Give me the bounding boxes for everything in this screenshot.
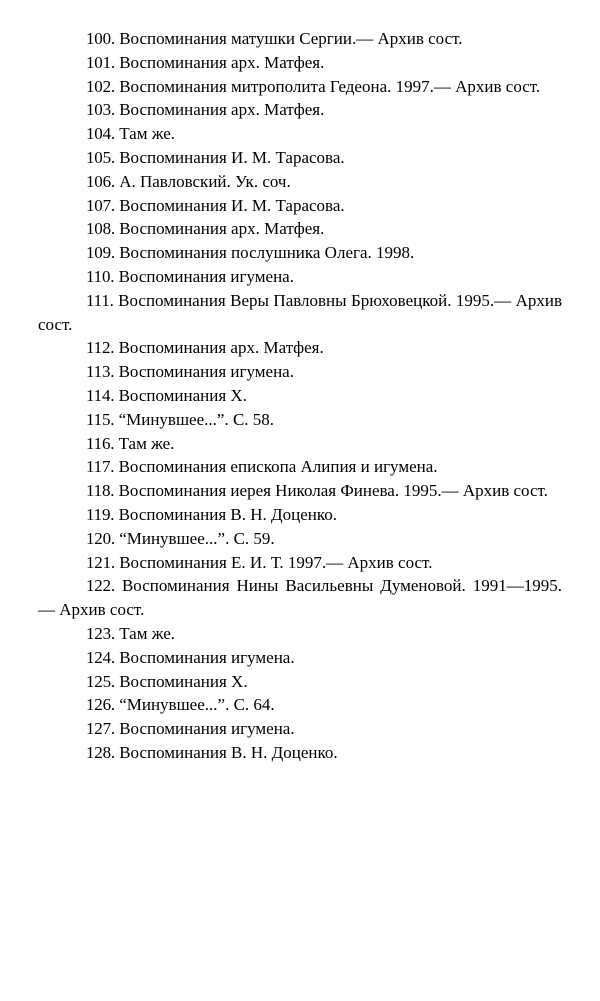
endnote-item <box>38 527 562 551</box>
endnote-item <box>38 455 562 479</box>
endnote-text: Воспоминания митрополита Гедеона. 1997.— Архив сост. <box>119 76 541 96</box>
endnote-text: Воспоминания иерея Николая Финева. 1995.— Архив сост. <box>118 481 548 501</box>
endnote-item <box>38 741 562 765</box>
endnote-text: Воспоминания игумена. <box>118 362 294 382</box>
endnote-number: 107. <box>86 195 115 215</box>
endnote-text: Воспоминания В. Н. Доценко. <box>118 504 338 524</box>
endnote-text: Воспоминания арх. Матфея. <box>118 338 324 358</box>
endnote-item <box>38 217 562 241</box>
endnote-item <box>38 75 562 99</box>
endnote-text: Воспоминания В. Н. Доценко. <box>119 742 338 762</box>
endnote-text: Воспоминания Нины Васильевны Думеновой. 1991—1995.— Архив сост. <box>38 576 562 620</box>
endnote-item <box>38 51 562 75</box>
endnote-item <box>38 241 562 265</box>
endnote-text: Там же. <box>119 623 176 643</box>
endnote-text: Воспоминания игумена. <box>119 647 295 667</box>
endnote-item <box>38 98 562 122</box>
endnote-text: “Минувшее...”. С. 59. <box>119 528 275 548</box>
endnote-item <box>38 503 562 527</box>
endnote-text: “Минувшее...”. С. 58. <box>118 409 275 429</box>
endnote-item <box>38 384 562 408</box>
endnote-item <box>38 27 562 51</box>
endnote-item <box>38 646 562 670</box>
endnote-text: Воспоминания И. М. Тарасова. <box>119 195 345 215</box>
endnote-text: Воспоминания матушки Сергии.— Архив сост. <box>119 29 463 48</box>
endnote-text: “Минувшее...”. С. 64. <box>119 695 275 715</box>
endnote-number: 109. <box>86 243 115 263</box>
endnote-item <box>38 622 562 646</box>
endnote-item <box>38 146 562 170</box>
endnote-item <box>38 432 562 456</box>
endnote-item <box>38 265 562 289</box>
endnote-text: Воспоминания епископа Алипия и игумена. <box>118 457 438 477</box>
endnote-number: 110. <box>86 266 115 286</box>
endnote-item <box>38 336 562 360</box>
endnote-number: 118. <box>86 481 115 501</box>
endnote-number: 111. <box>86 290 114 310</box>
endnote-item <box>38 289 562 337</box>
endnote-text: Воспоминания арх. Матфея. <box>119 100 325 120</box>
endnote-number: 125. <box>86 671 115 691</box>
endnote-text: Воспоминания арх. Матфея. <box>119 219 325 239</box>
endnotes-list <box>38 27 562 765</box>
endnote-number: 106. <box>86 171 115 191</box>
endnote-number: 102. <box>86 76 115 96</box>
endnote-number: 100. <box>86 29 115 48</box>
endnote-text: Воспоминания арх. Матфея. <box>119 52 325 72</box>
endnote-number: 112. <box>86 338 115 358</box>
endnote-number: 126. <box>86 695 115 715</box>
endnote-number: 114. <box>86 385 115 405</box>
endnote-text: Воспоминания послушника Олега. 1998. <box>119 243 415 263</box>
endnote-item <box>38 122 562 146</box>
endnote-text: Воспоминания игумена. <box>119 719 295 739</box>
endnote-number: 117. <box>86 457 115 477</box>
endnote-item <box>38 551 562 575</box>
endnote-number: 120. <box>86 528 115 548</box>
endnote-number: 108. <box>86 219 115 239</box>
endnote-item <box>38 408 562 432</box>
endnote-item <box>38 194 562 218</box>
endnote-text: Там же. <box>119 124 176 144</box>
endnote-number: 127. <box>86 719 115 739</box>
endnote-number: 103. <box>86 100 115 120</box>
endnote-text: Воспоминания игумена. <box>118 266 294 286</box>
endnote-number: 123. <box>86 623 115 643</box>
endnote-item <box>38 693 562 717</box>
endnote-text: А. Павловский. Ук. соч. <box>119 171 291 191</box>
endnote-number: 115. <box>86 409 115 429</box>
endnote-number: 121. <box>86 552 115 572</box>
endnote-number: 128. <box>86 742 115 762</box>
endnote-text: Воспоминания И. М. Тарасова. <box>119 147 345 167</box>
endnote-item <box>38 670 562 694</box>
endnote-text: Воспоминания Е. И. Т. 1997.— Архив сост. <box>119 552 433 572</box>
endnote-text: Воспоминания Х. <box>118 385 247 405</box>
endnote-number: 119. <box>86 504 115 524</box>
endnote-number: 122. <box>86 576 115 596</box>
endnote-number: 113. <box>86 362 115 382</box>
endnote-number: 105. <box>86 147 115 167</box>
endnote-number: 124. <box>86 647 115 667</box>
endnote-item <box>38 360 562 384</box>
endnote-item <box>38 170 562 194</box>
endnote-item <box>38 479 562 503</box>
endnote-item <box>38 574 562 622</box>
endnote-text: Там же. <box>118 433 175 453</box>
endnote-text: Воспоминания Х. <box>119 671 248 691</box>
endnote-number: 104. <box>86 124 115 144</box>
endnote-item <box>38 717 562 741</box>
endnote-number: 116. <box>86 433 115 453</box>
endnote-number: 101. <box>86 52 115 72</box>
endnote-text: Воспоминания Веры Павловны Брюховецкой. 1995.— Архив сост. <box>38 290 562 334</box>
